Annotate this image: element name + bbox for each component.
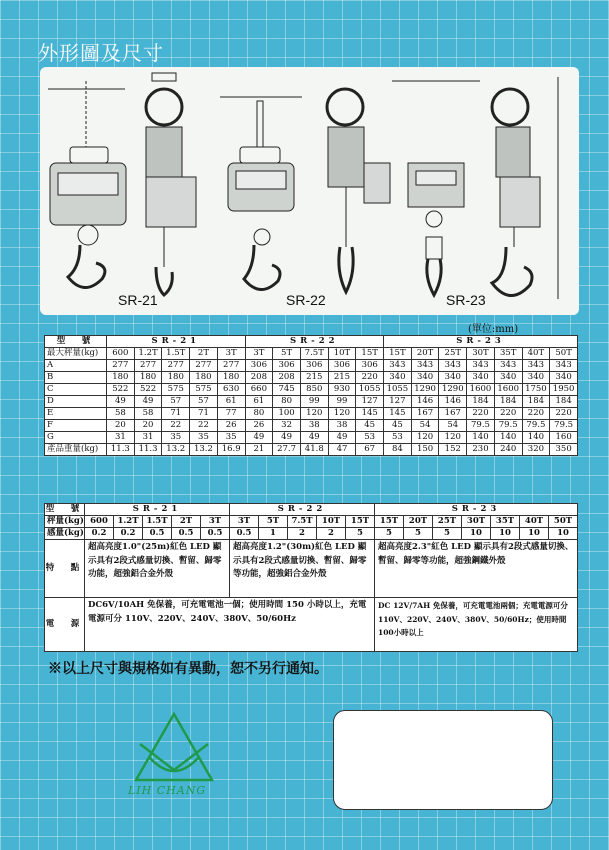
table-cell: 1600 [494, 384, 522, 396]
table-cell: 230 [467, 444, 495, 456]
table-cell: 0.5 [143, 528, 172, 540]
table-cell: 35 [190, 432, 218, 444]
table-cell: 340 [550, 372, 578, 384]
table-cell: 54 [411, 420, 439, 432]
table-cell: 2 [288, 528, 317, 540]
table-cell: 49 [300, 432, 328, 444]
table-cell: 10T [317, 516, 346, 528]
table-cell: 340 [522, 372, 550, 384]
table-cell: 41.8 [300, 444, 328, 456]
table-cell: 35T [491, 516, 520, 528]
table-cell: 產品重量(kg) [45, 444, 107, 456]
table-cell: 145 [384, 408, 412, 420]
table-cell: 600 [107, 348, 135, 360]
table-header-row [45, 504, 578, 516]
table-cell: 120 [328, 408, 356, 420]
unit-label: (單位:mm) [468, 324, 519, 335]
table-cell: 40T [520, 516, 549, 528]
table-cell: B [45, 372, 107, 384]
table-cell: 0.2 [114, 528, 143, 540]
table-header-cell: SR-22 [245, 336, 384, 348]
table-cell: 630 [217, 384, 245, 396]
table-cell: 208 [245, 372, 273, 384]
table-cell: 167 [411, 408, 439, 420]
table-cell: 340 [439, 372, 467, 384]
model-label-sr22: SR-22 [286, 292, 326, 308]
table-cell: 343 [522, 360, 550, 372]
table-cell: 745 [273, 384, 301, 396]
table-header-cell: SR-23 [375, 504, 578, 516]
table-cell: 10 [462, 528, 491, 540]
blank-box [333, 710, 553, 810]
notice-text: ※以上尺寸與規格如有異動，恕不另行通知。 [48, 661, 328, 677]
table-cell: 3T [217, 348, 245, 360]
table-cell: 146 [411, 396, 439, 408]
table-cell: 71 [162, 408, 190, 420]
table-cell: 180 [134, 372, 162, 384]
table-cell: 54 [439, 420, 467, 432]
table-cell: 2 [317, 528, 346, 540]
table-cell: 7.5T [288, 516, 317, 528]
table-cell: 306 [356, 360, 384, 372]
table-cell: 850 [300, 384, 328, 396]
table-cell: 型 號 [45, 336, 107, 348]
table-cell: 306 [300, 360, 328, 372]
table-cell: 58 [134, 408, 162, 420]
table-cell: A [45, 360, 107, 372]
table-cell: 1950 [550, 384, 578, 396]
table-cell: 最大秤量(kg) [45, 348, 107, 360]
table-cell: 343 [439, 360, 467, 372]
table-cell: 140 [467, 432, 495, 444]
table-cell: 21 [245, 444, 273, 456]
table-cell: 575 [190, 384, 218, 396]
table-cell: 220 [550, 408, 578, 420]
table-cell: 340 [494, 372, 522, 384]
table-cell: 220 [522, 408, 550, 420]
table-cell: 99 [328, 396, 356, 408]
table-cell: 240 [494, 444, 522, 456]
table-cell: 184 [467, 396, 495, 408]
logo-text: LIH CHANG [128, 784, 207, 797]
table-cell: 53 [384, 432, 412, 444]
table-cell: 1600 [467, 384, 495, 396]
table-cell: 53 [356, 432, 384, 444]
table-cell: 277 [190, 360, 218, 372]
table-cell: 343 [411, 360, 439, 372]
table-row [45, 408, 578, 420]
table-cell: 電 源 [45, 598, 85, 652]
table-header-row [45, 336, 578, 348]
table-cell: 1 [259, 528, 288, 540]
table-cell: 0.5 [230, 528, 259, 540]
table-cell: 型 號 [45, 504, 84, 514]
table-cell: C [45, 384, 107, 396]
table-cell: 35 [162, 432, 190, 444]
table-cell: 31 [134, 432, 162, 444]
crane-scale-drawings [40, 67, 579, 315]
table-cell: 20 [107, 420, 135, 432]
table-cell: 49 [245, 432, 273, 444]
table-cell: 38 [328, 420, 356, 432]
table-cell: 3T [245, 348, 273, 360]
table-cell: 47 [328, 444, 356, 456]
table-cell: 79.5 [522, 420, 550, 432]
table-cell: 340 [411, 372, 439, 384]
table-cell: 340 [384, 372, 412, 384]
table-cell: 0.5 [201, 528, 230, 540]
table-cell: 150 [411, 444, 439, 456]
table-cell: 61 [217, 396, 245, 408]
table-cell: 7.5T [300, 348, 328, 360]
table-cell: 0.2 [85, 528, 114, 540]
table-cell: 5 [433, 528, 462, 540]
table-cell: 71 [190, 408, 218, 420]
table-row [45, 420, 578, 432]
table-cell: 277 [217, 360, 245, 372]
table-cell: 180 [217, 372, 245, 384]
table-cell: 30T [467, 348, 495, 360]
table-cell: 180 [162, 372, 190, 384]
table-cell: 45 [356, 420, 384, 432]
table-cell: 220 [467, 408, 495, 420]
table-cell: 277 [134, 360, 162, 372]
table-cell: 343 [494, 360, 522, 372]
table-cell: 10 [491, 528, 520, 540]
table-cell: 22 [162, 420, 190, 432]
table-cell: 215 [300, 372, 328, 384]
table-cell: 10 [520, 528, 549, 540]
table-cell: 930 [328, 384, 356, 396]
table-cell: 100 [273, 408, 301, 420]
power-cell: DC 12V/7AH 免保養，可充電電池兩個；充電電源可分 110V、220V、240V、380V、50/60Hz；使用時間 100小時以上 [375, 598, 578, 652]
table-cell: 1055 [384, 384, 412, 396]
table-cell: 306 [245, 360, 273, 372]
table-cell: 57 [162, 396, 190, 408]
feature-cell: 超高亮度2.3"紅色 LED 顯示具有2段式感量切換、暫留、歸零等功能，超強鋼鐵外殼 [375, 540, 578, 598]
table-header-cell: SR-23 [384, 336, 578, 348]
table-cell: 40T [522, 348, 550, 360]
table-cell: 208 [273, 372, 301, 384]
table-cell: 350 [550, 444, 578, 456]
table-cell: G [45, 432, 107, 444]
table-row [45, 372, 578, 384]
table-cell: 11.3 [107, 444, 135, 456]
table-cell: 79.5 [494, 420, 522, 432]
table-cell: 5 [404, 528, 433, 540]
table-cell: 49 [273, 432, 301, 444]
table-cell: 5T [273, 348, 301, 360]
table-cell: 2T [172, 516, 201, 528]
table-cell: 15T [384, 348, 412, 360]
feature-cell: 超高亮度1.0"(25m)紅色 LED 顯示具有2段式感量切換、暫留、歸零功能，超強鋁合金外殼 [85, 540, 230, 598]
table-cell: 5 [375, 528, 404, 540]
table-cell: 2T [190, 348, 218, 360]
table-cell: 22 [190, 420, 218, 432]
table-cell: 146 [439, 396, 467, 408]
table-cell: 15T [356, 348, 384, 360]
table-cell: 26 [217, 420, 245, 432]
table-cell: 120 [300, 408, 328, 420]
table-cell: 15T [346, 516, 375, 528]
table-cell: 1290 [411, 384, 439, 396]
table-cell: 1.5T [162, 348, 190, 360]
table-row [45, 516, 578, 528]
table-cell: 25T [439, 348, 467, 360]
table-cell: 80 [273, 396, 301, 408]
table-cell: 61 [245, 396, 273, 408]
table-cell: 184 [522, 396, 550, 408]
table-cell: 50T [549, 516, 578, 528]
table-cell: 10 [549, 528, 578, 540]
table-cell: 26 [245, 420, 273, 432]
table-cell: 140 [522, 432, 550, 444]
table-cell: 127 [356, 396, 384, 408]
table-cell: 1.2T [134, 348, 162, 360]
table-cell: 160 [550, 432, 578, 444]
table-cell: 感量(kg) [45, 528, 85, 540]
table-row [45, 396, 578, 408]
table-cell: 127 [384, 396, 412, 408]
table-cell: 50T [550, 348, 578, 360]
table-cell: 30T [462, 516, 491, 528]
table-cell: 277 [162, 360, 190, 372]
table-cell: 184 [550, 396, 578, 408]
feature-cell: 超高亮度1.2"(30m)紅色 LED 顯示具有2段式感量切換、暫留、歸零等功能，超強鋁合金外殼 [230, 540, 375, 598]
table-cell: 35 [217, 432, 245, 444]
table-row [45, 528, 578, 540]
table-cell: 120 [411, 432, 439, 444]
table-cell: 49 [134, 396, 162, 408]
table-cell: 77 [217, 408, 245, 420]
dimension-figure [40, 67, 579, 315]
table-cell: 600 [85, 516, 114, 528]
table-cell: 306 [328, 360, 356, 372]
table-cell: 1.5T [143, 516, 172, 528]
table-cell: 16.9 [217, 444, 245, 456]
table-cell: 20T [411, 348, 439, 360]
table-cell: 522 [107, 384, 135, 396]
table-cell: 11.3 [134, 444, 162, 456]
table-cell: 184 [494, 396, 522, 408]
table-cell: 25T [433, 516, 462, 528]
table-row [45, 432, 578, 444]
table-cell: 79.5 [550, 420, 578, 432]
table-cell: 343 [550, 360, 578, 372]
table-cell: 120 [439, 432, 467, 444]
table-cell: D [45, 396, 107, 408]
table-cell: 38 [300, 420, 328, 432]
table-cell: 1750 [522, 384, 550, 396]
table-cell: 80 [245, 408, 273, 420]
table-cell: 3T [230, 516, 259, 528]
table-header-cell: SR-21 [85, 504, 230, 516]
table-cell: 1.2T [114, 516, 143, 528]
table-cell: 660 [245, 384, 273, 396]
table-cell: 215 [328, 372, 356, 384]
table-cell: 167 [439, 408, 467, 420]
table-cell: 180 [190, 372, 218, 384]
spec-table [44, 335, 578, 456]
table-cell: 343 [384, 360, 412, 372]
table-cell: 343 [467, 360, 495, 372]
table-row [45, 540, 578, 598]
table-cell: 3T [201, 516, 230, 528]
table-cell: 45 [384, 420, 412, 432]
table-cell: 20 [134, 420, 162, 432]
table-cell: 67 [356, 444, 384, 456]
table-cell: 13.2 [190, 444, 218, 456]
table-cell: 27.7 [273, 444, 301, 456]
table-header-cell: SR-21 [107, 336, 246, 348]
table-cell: 140 [494, 432, 522, 444]
table-cell: 1055 [356, 384, 384, 396]
table-row [45, 360, 578, 372]
table-cell: 522 [134, 384, 162, 396]
table-cell: E [45, 408, 107, 420]
table-cell: 32 [273, 420, 301, 432]
model-label-sr23: SR-23 [446, 292, 486, 308]
table-cell: 306 [273, 360, 301, 372]
table-cell: 35T [494, 348, 522, 360]
table-cell: 10T [328, 348, 356, 360]
table-cell: 1290 [439, 384, 467, 396]
table-cell: 84 [384, 444, 412, 456]
power-cell: DC6V/10AH 免保養，可充電電池一個；使用時間 150 小時以上，充電電源可分 110V、220V、240V、380V、50/60Hz [85, 598, 375, 652]
table-cell: 79.5 [467, 420, 495, 432]
table-cell: 15T [375, 516, 404, 528]
table-cell: 5T [259, 516, 288, 528]
table-row [45, 444, 578, 456]
table-cell: 特 點 [45, 540, 85, 598]
table-cell: 49 [328, 432, 356, 444]
table-cell: 180 [107, 372, 135, 384]
table-cell: 49 [107, 396, 135, 408]
feature-table [44, 503, 578, 652]
table-cell: 0.5 [172, 528, 201, 540]
table-header-cell: SR-22 [230, 504, 375, 516]
table-cell: 145 [356, 408, 384, 420]
table-cell: 20T [404, 516, 433, 528]
table-cell: 277 [107, 360, 135, 372]
page-title: 外形圖及尺寸 [38, 41, 164, 65]
table-cell: 57 [190, 396, 218, 408]
table-cell: 320 [522, 444, 550, 456]
table-cell: 5 [346, 528, 375, 540]
table-row [45, 348, 578, 360]
table-cell: 秤量(kg) [45, 516, 85, 528]
table-cell: 575 [162, 384, 190, 396]
table-cell: 152 [439, 444, 467, 456]
table-row [45, 384, 578, 396]
table-cell: 220 [494, 408, 522, 420]
table-cell: F [45, 420, 107, 432]
table-cell: 220 [356, 372, 384, 384]
table-row [45, 598, 578, 652]
table-cell: 13.2 [162, 444, 190, 456]
table-cell: 340 [467, 372, 495, 384]
table-cell: 99 [300, 396, 328, 408]
table-cell: 31 [107, 432, 135, 444]
model-label-sr21: SR-21 [118, 292, 158, 308]
table-cell: 58 [107, 408, 135, 420]
